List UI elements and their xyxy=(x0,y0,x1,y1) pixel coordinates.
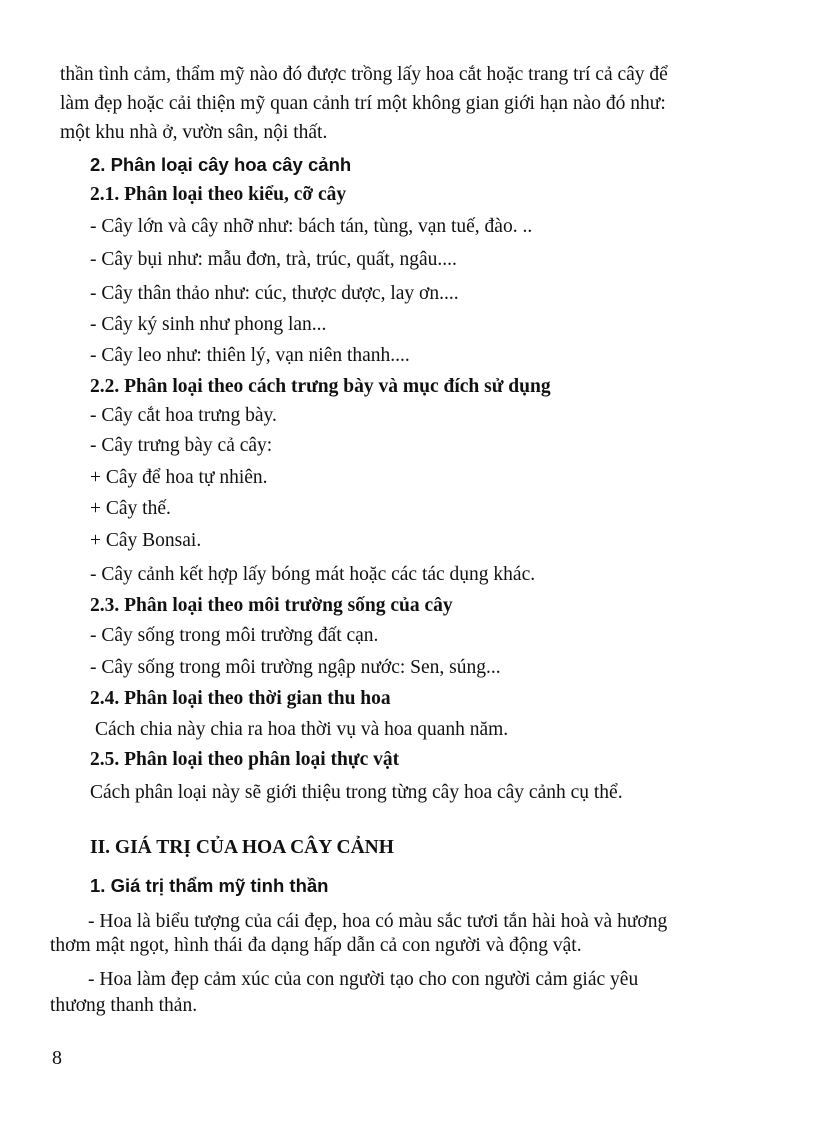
list-item: - Cây sống trong môi trường đất cạn. xyxy=(90,625,379,646)
list-item: - Cây cảnh kết hợp lấy bóng mát hoặc các tác dụng khác. xyxy=(90,564,536,585)
paragraph-line: - Hoa làm đẹp cảm xúc của con người tạo cho con người cảm giác yêu xyxy=(88,969,639,990)
intro-line-3: một khu nhà ở, vườn sân, nội thất. xyxy=(60,122,328,143)
intro-line-1: thần tình cảm, thẩm mỹ nào đó được trồng lấy hoa cắt hoặc trang trí cả cây để xyxy=(60,64,668,85)
page-number: 8 xyxy=(52,1047,62,1069)
list-item: - Cây trưng bày cả cây: xyxy=(90,435,273,456)
subsection-2-5-text: Cách phân loại này sẽ giới thiệu trong từng cây hoa cây cảnh cụ thể. xyxy=(90,782,623,803)
subsection-2-4-text: Cách chia này chia ra hoa thời vụ và hoa quanh năm. xyxy=(95,719,509,740)
paragraph-line: - Hoa là biểu tượng của cái đẹp, hoa có màu sắc tươi tắn hài hoà và hương xyxy=(88,911,668,932)
section-2-heading: 2. Phân loại cây hoa cây cảnh xyxy=(90,154,352,175)
list-item: + Cây Bonsai. xyxy=(90,530,202,551)
paragraph-line: thơm mật ngọt, hình thái đa dạng hấp dẫn cả con người và động vật. xyxy=(50,935,582,956)
subsection-2-1-heading: 2.1. Phân loại theo kiểu, cỡ cây xyxy=(90,184,347,205)
part-ii-heading: II. GIÁ TRỊ CỦA HOA CÂY CẢNH xyxy=(90,837,394,858)
subsection-2-3-heading: 2.3. Phân loại theo môi trường sống của cây xyxy=(90,595,453,616)
subsection-2-5-heading: 2.5. Phân loại theo phân loại thực vật xyxy=(90,749,400,770)
list-item: - Cây leo như: thiên lý, vạn niên thanh.... xyxy=(90,345,410,366)
list-item: + Cây thế. xyxy=(90,498,171,519)
intro-line-2: làm đẹp hoặc cải thiện mỹ quan cảnh trí một không gian giới hạn nào đó như: xyxy=(60,93,666,114)
paragraph-line: thương thanh thản. xyxy=(50,995,198,1016)
subsection-2-4-heading: 2.4. Phân loại theo thời gian thu hoa xyxy=(90,688,391,709)
list-item: - Cây ký sinh như phong lan... xyxy=(90,314,327,335)
list-item: - Cây lớn và cây nhỡ như: bách tán, tùng, vạn tuế, đào. .. xyxy=(90,216,533,237)
part-ii-subsection-1-heading: 1. Giá trị thẩm mỹ tinh thần xyxy=(90,875,329,896)
list-item: - Cây thân thảo như: cúc, thược dược, lay ơn.... xyxy=(90,283,459,304)
list-item: - Cây cắt hoa trưng bày. xyxy=(90,405,277,426)
list-item: + Cây để hoa tự nhiên. xyxy=(90,467,268,488)
list-item: - Cây sống trong môi trường ngập nước: Sen, súng... xyxy=(90,657,501,678)
list-item: - Cây bụi như: mẫu đơn, trà, trúc, quất, ngâu.... xyxy=(90,249,457,270)
subsection-2-2-heading: 2.2. Phân loại theo cách trưng bày và mục đích sử dụng xyxy=(90,376,551,397)
